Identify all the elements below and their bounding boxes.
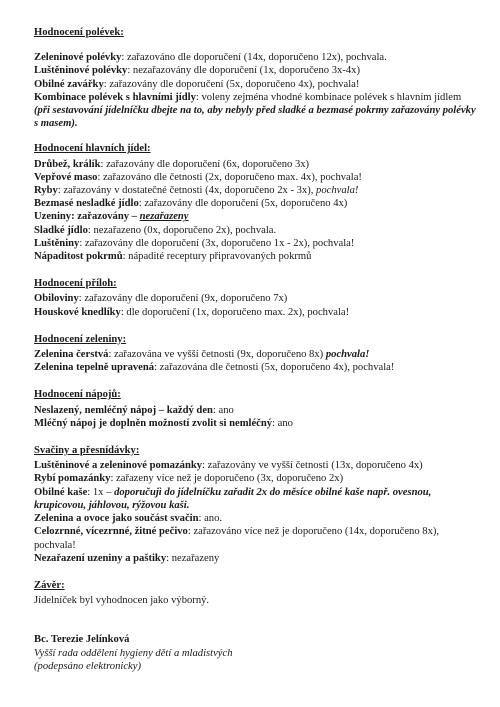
snack-row-spreads: Luštěninové a zeleninové pomazánky: zařazovány ve vyšší četnosti (13x, doporučeno 4x) bbox=[34, 460, 423, 472]
section-heading-soups: Hodnocení polévek: bbox=[34, 27, 124, 38]
section-heading-vegetables: Hodnocení zeleniny: bbox=[34, 333, 127, 345]
veg-row-fresh: Zelenina čerstvá: zařazována ve vyšší četnosti (9x, doporučeno 8x) pochvala! bbox=[34, 349, 370, 361]
signature-note: (podepsáno elektronicky) bbox=[34, 660, 141, 672]
section-vegetables bbox=[34, 333, 478, 375]
main-row-legumes: Luštěniny: zařazovány dle doporučení (3x, doporučeno 1x - 2x), pochvala! bbox=[34, 237, 355, 249]
signature-block bbox=[34, 633, 478, 673]
snack-row-fruit-veg: Zelenina a ovoce jako součást svačin: ano. bbox=[34, 513, 223, 525]
section-main-dishes bbox=[34, 142, 478, 263]
side-row-dumplings: Houskové knedlíky: dle doporučení (1x, doporučeno max. 2x), pochvala! bbox=[34, 306, 350, 318]
section-soups bbox=[34, 26, 478, 130]
soup-row-vegetable: Zeleninové polévky: zařazováno dle doporučení (14x, doporučeno 12x), pochvala. bbox=[34, 52, 387, 64]
snack-row-bread: Celozrnné, vícezrnné, žitné pečivo: zařazováno více než je doporučeno (14x, doporučeno 8x), pochvala! bbox=[34, 526, 440, 551]
drink-row-milk: Mléčný nápoj je doplněn možností zvolit si nemléčný: ano bbox=[34, 417, 293, 429]
veg-row-cooked: Zelenina tepelně upravená: zařazována dle četnosti (5x, doporučeno 4x), pochvala! bbox=[34, 362, 395, 374]
soup-row-grain: Obilné zavářky: zařazovány dle doporučení (5x, doporučeno 4x), pochvala! bbox=[34, 78, 360, 90]
section-snacks bbox=[34, 444, 478, 565]
main-row-fish: Ryby: zařazovány v dostatečné četnosti (4x, doporučeno 2x - 3x), pochvala! bbox=[34, 185, 359, 197]
section-heading-drinks: Hodnocení nápojů: bbox=[34, 389, 121, 401]
drink-row-unsweetened: Neslazený, nemléčný nápoj – každý den: ano bbox=[34, 404, 234, 416]
section-heading-main-dishes: Hodnocení hlavních jídel: bbox=[34, 143, 151, 155]
main-row-sweet: Sladké jídlo: nezařazeno (0x, doporučeno 2x), pochvala. bbox=[34, 224, 277, 236]
section-heading-snacks: Svačiny a přesnídávky: bbox=[34, 445, 140, 457]
section-heading-conclusion: Závěr: bbox=[34, 579, 65, 591]
signatory-role: Vyšší rada oddělení hygieny dětí a mladistvých bbox=[34, 647, 233, 659]
snack-row-porridge: Obilné kaše: 1x – doporučujì do jídelníčku zařadit 2x do měsíce obilné kaše např. ovesnou, krupicovou, jáhlovou, rýžovou kaši. bbox=[34, 486, 432, 511]
signatory-name: Bc. Terezie Jelínková bbox=[34, 634, 130, 646]
main-row-pork: Vepřové maso: zařazováno dle četnosti (2x, doporučeno max. 4x), pochvala! bbox=[34, 171, 362, 183]
main-row-meatless: Bezmasé nesladké jídlo: zařazovány dle doporučení (5x, doporučeno 4x) bbox=[34, 198, 348, 210]
main-row-sausages: Uzeniny: zařazovány – nezařazeny bbox=[34, 211, 189, 223]
soup-row-combination: Kombinace polévek s hlavními jídly: voleny zejména vhodné kombinace polévek s hlavním jídlem (při sestavování jídelníčku dbejte na to, aby nebyly před sladké a bezmasé pokrmy zařazovány polévky s masem). bbox=[34, 91, 476, 130]
section-conclusion bbox=[34, 579, 478, 607]
section-drinks bbox=[34, 388, 478, 430]
snack-row-fish-spreads: Rybí pomazánky: zařazeny více než je doporučeno (3x, doporučeno 2x) bbox=[34, 473, 344, 485]
soup-row-legume: Luštěninové polévky: nezařazovány dle doporučení (1x, doporučeno 3x-4x) bbox=[34, 65, 360, 77]
section-side-dishes bbox=[34, 277, 478, 319]
section-heading-side-dishes: Hodnocení příloh: bbox=[34, 278, 117, 290]
conclusion-text: Jídelníček byl vyhodnocen jako výborný. bbox=[34, 595, 210, 607]
main-row-poultry: Drůbež, králík: zařazovány dle doporučení (6x, doporučeno 3x) bbox=[34, 158, 310, 170]
snack-row-excluded: Nezařazení uzeniny a paštiky: nezařazeny bbox=[34, 552, 220, 564]
side-row-grains: Obiloviny: zařazovány dle doporučení (9x, doporučeno 7x) bbox=[34, 293, 288, 305]
main-row-creativity: Nápaditost pokrmů: nápadité receptury připravovaných pokrmů bbox=[34, 251, 312, 263]
